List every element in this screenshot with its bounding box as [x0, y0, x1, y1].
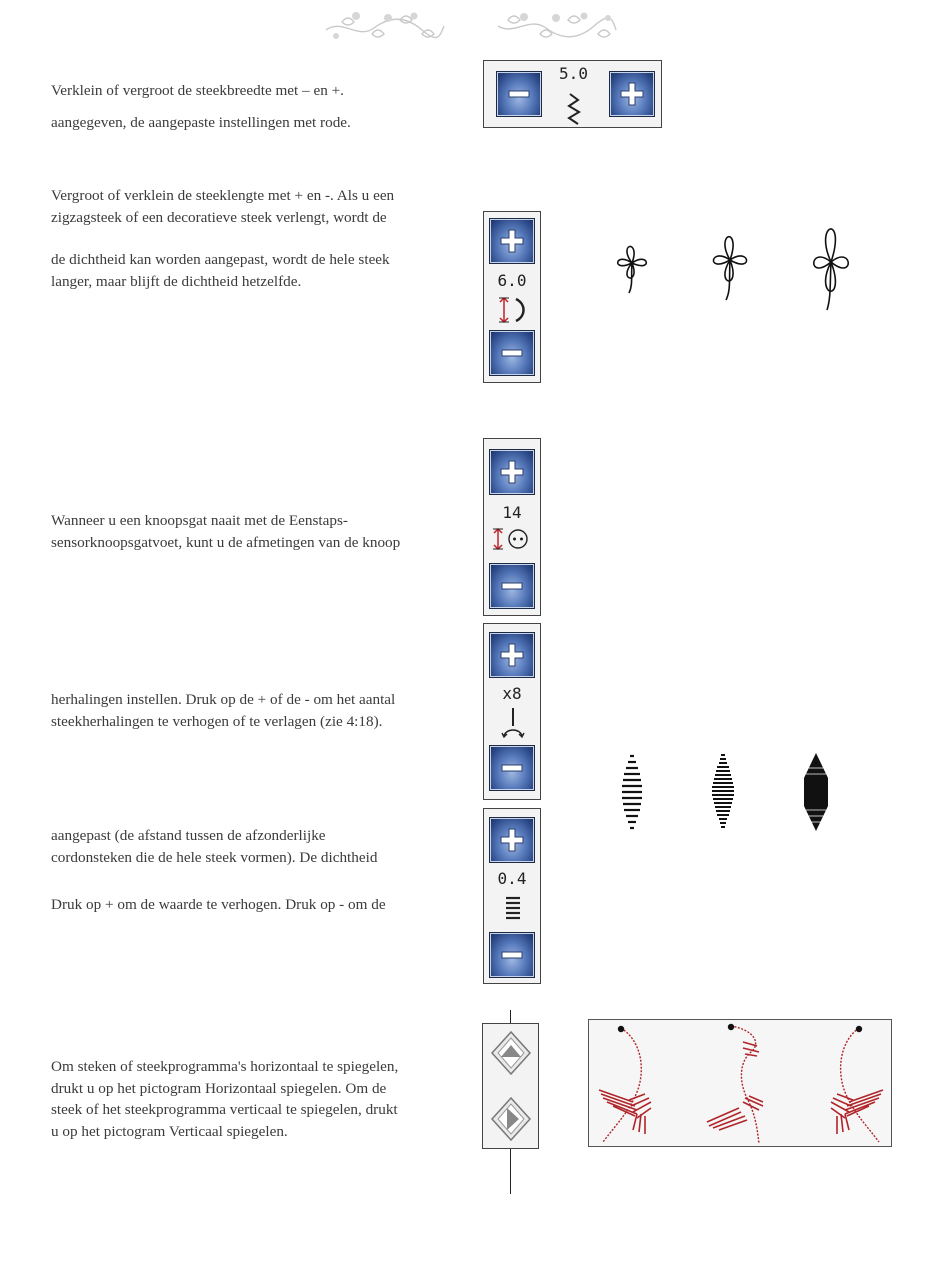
- mirror-control: [482, 1023, 539, 1149]
- flower-stitch-medium: [704, 220, 756, 302]
- width-plus-button[interactable]: [609, 71, 655, 117]
- text-line: Druk op + om de waarde te verhogen. Druk op - om de: [51, 896, 386, 913]
- stitch-length-control: [483, 211, 541, 383]
- minus-icon: [498, 339, 526, 367]
- leaf-stitch-vertical-mirror: [799, 1022, 891, 1146]
- mirror-text: [51, 1056, 398, 1142]
- flower-stitch-long: [805, 212, 857, 312]
- satin-stitch-sparse: [618, 752, 646, 832]
- repetitions-text: [51, 689, 395, 732]
- text-line: Wanneer u een knoopsgat naait met de Eenstaps-: [51, 512, 348, 529]
- text-line: Om steken of steekprogramma's horizontaal te spiegelen,: [51, 1058, 399, 1075]
- text-line: zigzagsteek of een decoratieve steek verlengt, wordt de: [51, 208, 387, 226]
- text-line: [51, 228, 394, 249]
- density-minus-button[interactable]: [489, 932, 535, 978]
- stitch-width-control: [483, 60, 662, 128]
- minus-icon: [498, 941, 526, 969]
- density-control: [483, 808, 541, 984]
- satin-stitch-medium: [709, 752, 737, 832]
- repetitions-plus-button[interactable]: [489, 632, 535, 678]
- text-line: herhalingen instellen. Druk op de + of de - om het aantal: [51, 691, 396, 708]
- button-size-icon: [492, 527, 532, 551]
- text-line: de dichtheid kan worden aangepast, wordt de hele steek: [51, 251, 390, 268]
- flower-stitch-short: [607, 233, 657, 295]
- button-size-control: [483, 438, 541, 616]
- density-text: [51, 825, 386, 916]
- text-line: cordonsteken die de hele steek vormen). De dichtheid: [51, 848, 378, 866]
- text-line: langer, maar blijft de dichtheid hetzelfde.: [51, 272, 302, 290]
- stitch-length-value: 6.0: [497, 271, 527, 290]
- mirrored-stitch-preview: [588, 1019, 892, 1147]
- plus-icon: [498, 227, 526, 255]
- leaf-stitch-horizontal-mirror: [699, 1022, 791, 1146]
- repetitions-value: x8: [502, 684, 522, 703]
- minus-icon: [498, 572, 526, 600]
- repetitions-control: [483, 623, 541, 800]
- plus-icon: [498, 641, 526, 669]
- button-size-plus-button[interactable]: [489, 449, 535, 495]
- zigzag-icon: [564, 92, 584, 126]
- button-size-minus-button[interactable]: [489, 563, 535, 609]
- plus-icon: [498, 458, 526, 486]
- vine-ornament-right: [494, 8, 620, 44]
- density-plus-button[interactable]: [489, 817, 535, 863]
- text-line: drukt u op het pictogram Horizontaal spiegelen. Om de: [51, 1079, 387, 1097]
- text-line: steek of het steekprogramma verticaal te spiegelen, drukt: [51, 1101, 398, 1118]
- plus-icon: [498, 826, 526, 854]
- text-line: aangepast (de afstand tussen de afzonderlijke: [51, 827, 326, 844]
- minus-icon: [498, 754, 526, 782]
- leaf-stitch-original: [593, 1022, 685, 1146]
- stitch-length-text: [51, 185, 394, 292]
- stitch-length-icon: [496, 296, 530, 324]
- length-minus-button[interactable]: [489, 330, 535, 376]
- text-line: sensorknoopsgatvoet, kunt u de afmetingen van de knoop: [51, 533, 401, 551]
- stitch-width-text: [51, 80, 351, 133]
- text-line: [51, 868, 386, 894]
- text-line: aangegeven, de aangepaste instellingen met rode.: [51, 113, 351, 131]
- text-line: steekherhalingen te verhogen of te verlagen (zie 4:18).: [51, 712, 383, 730]
- density-value: 0.4: [497, 869, 527, 888]
- needle-icon: [500, 706, 526, 740]
- length-plus-button[interactable]: [489, 218, 535, 264]
- text-line: Vergroot of verklein de steeklengte met + en -. Als u een: [51, 187, 395, 204]
- mirror-horizontal-icon: [489, 1029, 533, 1077]
- minus-icon: [505, 80, 533, 108]
- text-line: u op het pictogram Verticaal spiegelen.: [51, 1122, 288, 1140]
- text-line: [51, 102, 351, 112]
- mirror-vertical-icon: [489, 1095, 533, 1143]
- plus-icon: [618, 80, 646, 108]
- stitch-width-value: 5.0: [559, 64, 588, 83]
- buttonhole-text: [51, 510, 400, 553]
- density-icon: [504, 895, 522, 921]
- repetitions-minus-button[interactable]: [489, 745, 535, 791]
- mirror-horizontal-button[interactable]: [489, 1029, 533, 1077]
- button-size-value: 14: [502, 503, 522, 522]
- vine-ornament-left: [322, 8, 448, 44]
- mirror-vertical-button[interactable]: [489, 1095, 533, 1143]
- text-line: Verklein of vergroot de steekbreedte met – en +.: [51, 82, 344, 99]
- satin-stitch-dense: [802, 752, 830, 832]
